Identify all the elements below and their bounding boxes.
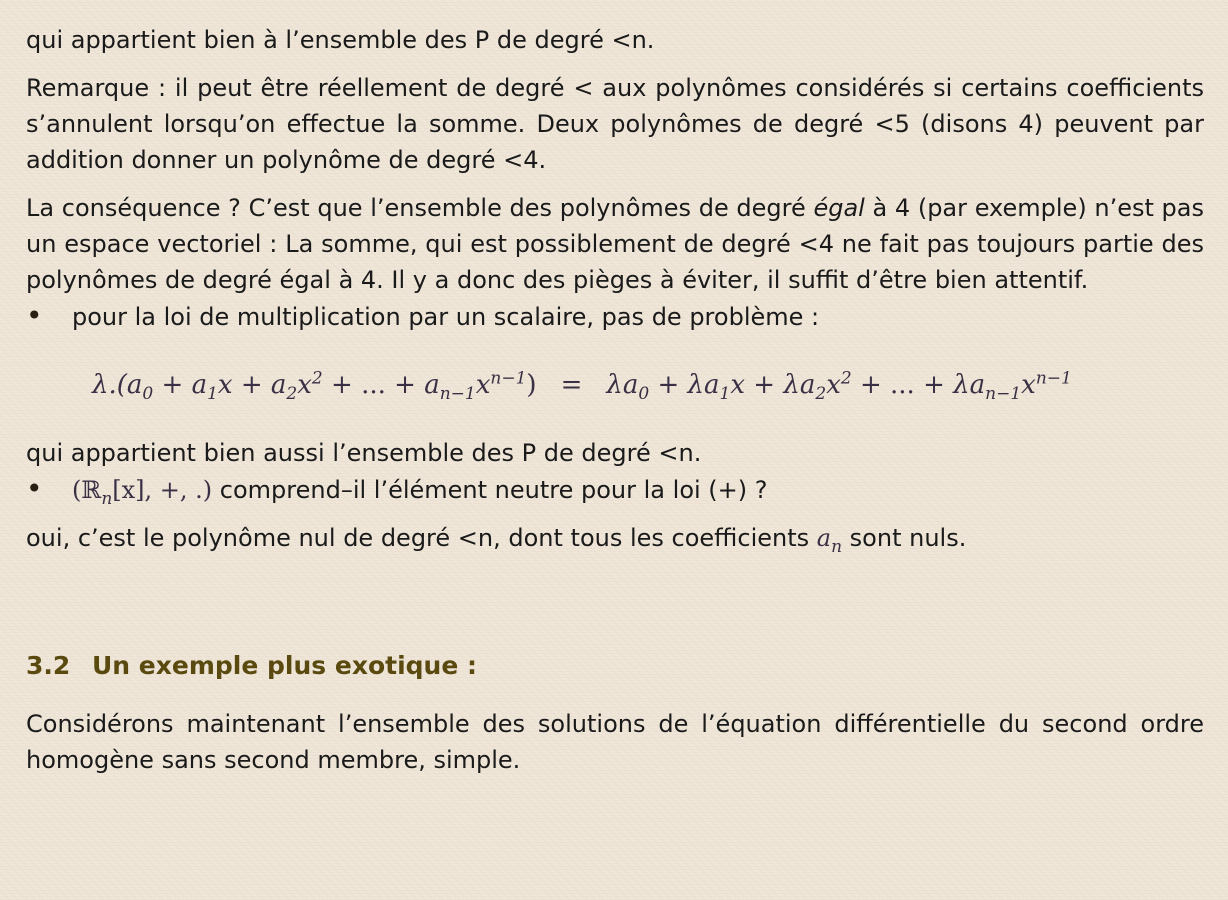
- vector-space-notation: (ℝ$_n$[x], +, .): [72, 476, 213, 509]
- bullet-neutral-element: [26, 471, 1204, 508]
- equation-lhs: $\lambda.(a_0 + a_1x + a_2x^2$ + ... + $a_{n-1}x^{n-1}$): [92, 368, 537, 405]
- paragraph-remark: Remarque : il peut être réellement de degré < aux polynômes considérés si certains coefficients s’annulent lorsqu’on effectue la somme. Deux polynômes de degré <5 (disons 4) peuvent par addition donner un polynôme de degré <4.: [26, 74, 1204, 174]
- document-page: [26, 0, 1204, 778]
- bullet-text: pour la loi de multiplication par un scalaire, pas de problème :: [72, 303, 820, 331]
- emphasis-egal: égal: [813, 194, 865, 222]
- paragraph-scalar-conclusion: qui appartient bien aussi l’ensemble des P de degré <n.: [26, 439, 702, 467]
- paragraph-differential-equation: Considérons maintenant l’ensemble des solutions de l’équation différentielle du second ordre homogène sans second membre, simple.: [26, 710, 1204, 774]
- equation-equals: =: [560, 370, 583, 400]
- scalar-multiplication-equation: [26, 365, 1204, 405]
- section-heading: [26, 648, 1204, 684]
- bullet-icon: •: [26, 299, 43, 332]
- consequence-text-end: à 4 (par exemple) n’est pas un espace vectoriel : La somme, qui est possiblement de degré <4 ne fait pas toujours partie des polynômes de degré égal à 4. Il y a donc des pièges à éviter, il suffit d’être bien attentif.: [26, 194, 1205, 294]
- bullet-scalar-multiplication: [26, 298, 1204, 335]
- paragraph-consequence: [26, 190, 1204, 298]
- equation-rhs: $\lambda a_0 + \lambda a_1x + \lambda a_2x^2$ + ... + $\lambda a_{n-1}x^{n-1}$: [606, 368, 1072, 405]
- section-title: Un exemple plus exotique :: [92, 651, 477, 680]
- section-number: 3.2: [26, 651, 71, 680]
- consequence-text-start: La conséquence ? C’est que l’ensemble des polynômes de degré: [26, 194, 814, 222]
- bullet-content: [72, 472, 768, 508]
- paragraph-null-polynomial: oui, c’est le polynôme nul de degré <n, dont tous les coefficients $a_n$ sont nuls.: [26, 524, 967, 557]
- bullet-icon: •: [26, 472, 43, 505]
- coefficient-an: $a_n$: [816, 524, 843, 557]
- bullet-text: comprend–il l’élément neutre pour la loi (+) ?: [212, 476, 768, 504]
- paragraph-degree-conclusion: qui appartient bien à l’ensemble des P de degré <n.: [26, 26, 655, 54]
